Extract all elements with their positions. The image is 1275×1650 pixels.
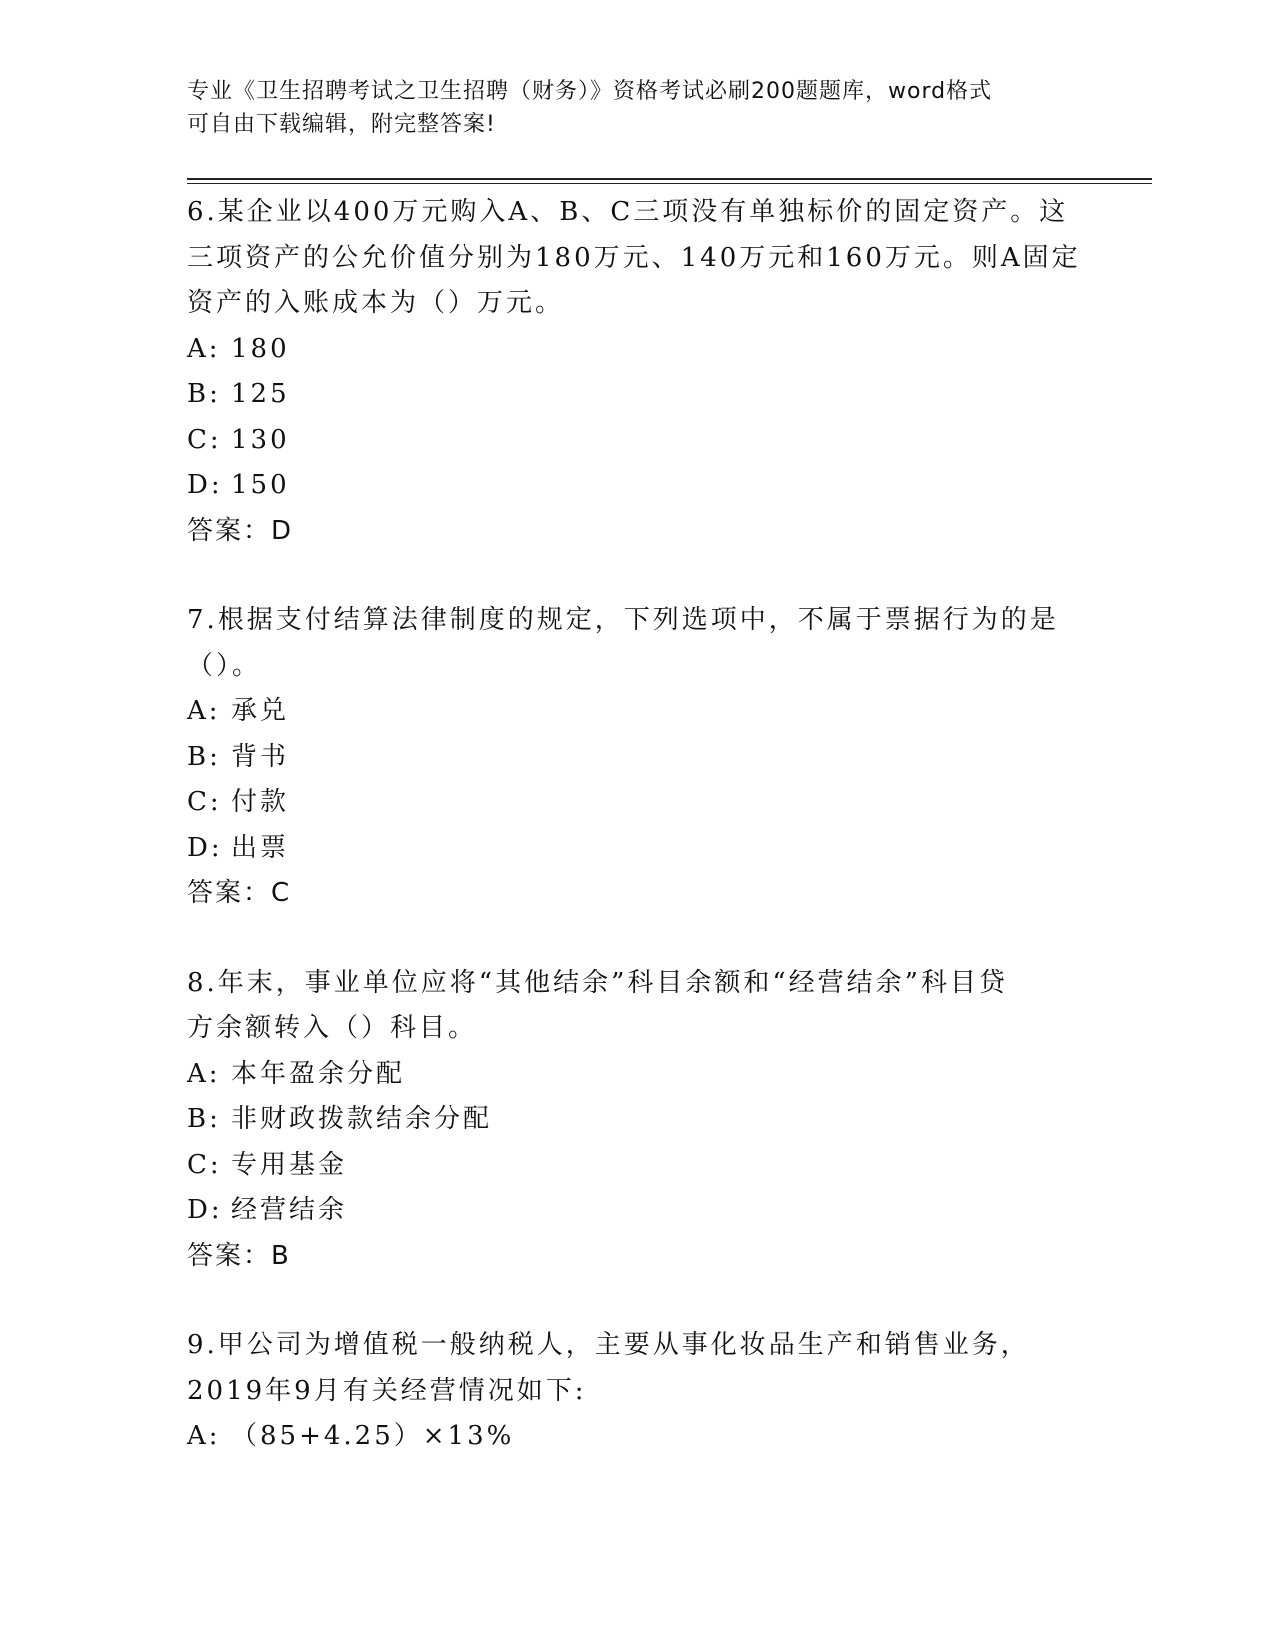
- question-stem-line: 资产的入账成本为（）万元。: [187, 288, 565, 318]
- question-stem-line: 三项资产的公允价值分别为180万元、140万元和160万元。则A固定: [187, 242, 1081, 273]
- option-b: [187, 372, 1087, 418]
- option-text: 背书: [231, 741, 290, 772]
- option-key: C:: [187, 1149, 222, 1180]
- question-stem-line: 方余额转入（）科目。: [187, 1013, 478, 1043]
- option-text: 经营结余: [231, 1195, 348, 1225]
- option-a: [187, 1414, 1087, 1460]
- option-b: [187, 1097, 1087, 1143]
- question-item: [187, 1323, 1087, 1460]
- option-text: 125: [231, 379, 290, 409]
- option-a: [187, 1052, 1087, 1098]
- option-key: D:: [187, 470, 223, 500]
- question-stem-line: 2019年9月有关经营情况如下:: [187, 1375, 587, 1406]
- option-d: [187, 1188, 1087, 1234]
- question-item: [187, 190, 1087, 554]
- option-c: [187, 780, 1087, 826]
- option-text: 130: [231, 424, 290, 455]
- header-line-2: 可自由下载编辑，附完整答案!: [187, 112, 496, 137]
- option-text: 出票: [231, 832, 290, 863]
- answer-line: 答案：B: [187, 1240, 291, 1271]
- option-text: 本年盈余分配: [231, 1058, 406, 1089]
- option-key: D:: [187, 832, 223, 863]
- question-stem-line: 7.根据支付结算法律制度的规定，下列选项中，不属于票据行为的是: [187, 605, 1059, 635]
- option-key: B:: [187, 379, 221, 409]
- question-stem-line: 8.年末，事业单位应将“其他结余”科目余额和“经营结余”科目贷: [187, 967, 1008, 998]
- question-item: [187, 961, 1087, 1280]
- option-text: 付款: [231, 787, 290, 817]
- option-key: D:: [187, 1195, 223, 1225]
- option-d: [187, 463, 1087, 509]
- option-a: [187, 689, 1087, 735]
- option-a: [187, 327, 1087, 373]
- option-key: A:: [187, 696, 221, 726]
- option-text: 180: [231, 333, 290, 364]
- answer-line: 答案：D: [187, 515, 294, 546]
- option-c: [187, 1143, 1087, 1189]
- option-key: B:: [187, 741, 221, 772]
- option-text: （85+4.25）×13%: [231, 1421, 515, 1451]
- option-key: A:: [187, 1058, 221, 1089]
- option-text: 非财政拨款结余分配: [231, 1104, 493, 1134]
- option-key: C:: [187, 424, 222, 455]
- option-text: 150: [231, 470, 290, 500]
- option-text: 专用基金: [231, 1149, 348, 1180]
- option-b: [187, 735, 1087, 781]
- answer-line: 答案：C: [187, 878, 292, 908]
- question-stem-line: 6.某企业以400万元购入A、B、C三项没有单独标价的固定资产。这: [187, 197, 1069, 227]
- question-stem-line: （）。: [187, 650, 262, 681]
- header-line-1: 专业《卫生招聘考试之卫生招聘（财务）》资格考试必刷200题题库，word格式: [187, 79, 993, 104]
- option-c: [187, 418, 1087, 464]
- option-key: C:: [187, 787, 222, 817]
- document-header: [187, 75, 1087, 141]
- option-key: A:: [187, 333, 221, 364]
- question-item: [187, 598, 1087, 917]
- option-key: B:: [187, 1104, 221, 1134]
- question-stem-line: 9.甲公司为增值税一般纳税人，主要从事化妆品生产和销售业务，: [187, 1330, 1030, 1360]
- option-text: 承兑: [231, 696, 290, 726]
- question-list: [187, 190, 1087, 1504]
- option-key: A:: [187, 1421, 221, 1451]
- option-d: [187, 826, 1087, 872]
- header-divider-thin: [187, 183, 1152, 184]
- header-divider-thick: [187, 178, 1152, 180]
